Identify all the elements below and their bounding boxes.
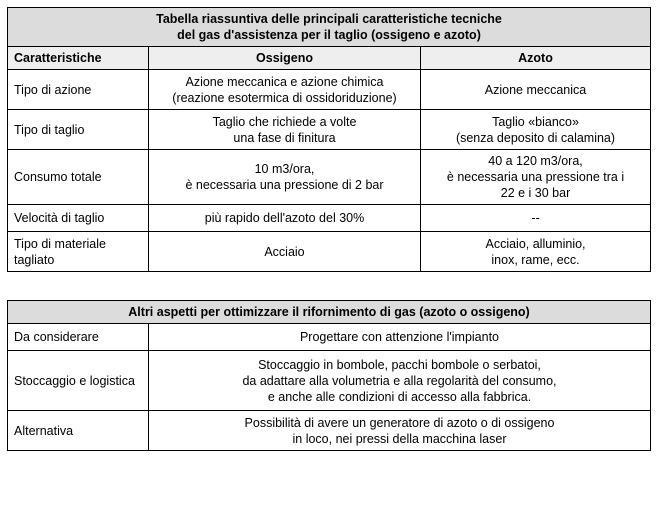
table2-row-1-value-line-3: e anche alle condizioni di accesso alla fabbrica. bbox=[267, 389, 532, 404]
table-row bbox=[8, 324, 651, 351]
table1-row-1-azoto-line-1: Taglio «bianco» bbox=[492, 114, 579, 129]
table1-row-4-label: Tipo di materiale tagliato bbox=[8, 232, 149, 272]
table1-row-0-azoto-line-1: Azione meccanica bbox=[484, 82, 587, 97]
gas-characteristics-table bbox=[7, 7, 651, 272]
table-row bbox=[8, 232, 651, 272]
table-row bbox=[8, 70, 651, 110]
table1-row-4-ossigeno: Acciaio bbox=[149, 232, 421, 272]
table1-row-2-azoto bbox=[421, 150, 651, 205]
table1-title-row bbox=[8, 8, 651, 47]
table-row bbox=[8, 205, 651, 232]
table1-row-1-azoto-line-2: (senza deposito di calamina) bbox=[455, 130, 616, 145]
table1-row-1-ossigeno-line-1: Taglio che richiede a volte bbox=[212, 114, 357, 129]
table2-title: Altri aspetti per ottimizzare il rifornimento di gas (azoto o ossigeno) bbox=[8, 301, 651, 324]
table1-row-4-azoto-line-1: Acciaio, alluminio, bbox=[485, 236, 586, 251]
table1-row-2-ossigeno-line-2: è necessaria una pressione di 2 bar bbox=[185, 178, 384, 192]
table1-title-line-1: Tabella riassuntiva delle principali caratteristiche tecniche bbox=[156, 12, 502, 26]
table1-row-1-ossigeno-line-2: una fase di finitura bbox=[233, 130, 336, 145]
table1-header-row bbox=[8, 47, 651, 70]
table1-row-2-azoto-line-3: 22 e i 30 bar bbox=[500, 186, 571, 200]
table1-row-3-azoto: -- bbox=[421, 205, 651, 232]
table1-header-caratteristiche: Caratteristiche bbox=[8, 47, 149, 70]
table1-row-0-ossigeno-line-2: (reazione esotermica di ossidoriduzione) bbox=[172, 90, 397, 105]
table1-row-2-ossigeno bbox=[149, 150, 421, 205]
table2-row-2-value bbox=[149, 411, 651, 451]
table1-row-0-ossigeno bbox=[149, 70, 421, 110]
table2-row-2-value-line-2: in loco, nei pressi della macchina laser bbox=[292, 431, 507, 446]
table-row bbox=[8, 150, 651, 205]
table-row bbox=[8, 351, 651, 411]
table1-row-3-label: Velocità di taglio bbox=[8, 205, 149, 232]
table-separator-gap bbox=[7, 272, 650, 300]
table1-row-1-azoto bbox=[421, 110, 651, 150]
table1-row-0-ossigeno-line-1: Azione meccanica e azione chimica bbox=[185, 74, 384, 89]
table-row bbox=[8, 110, 651, 150]
table1-header-ossigeno: Ossigeno bbox=[149, 47, 421, 70]
table1-row-2-azoto-line-2: è necessaria una pressione tra i bbox=[446, 170, 625, 184]
table1-header-azoto: Azoto bbox=[421, 47, 651, 70]
table1-row-2-ossigeno-line-1: 10 m3/ora, bbox=[254, 162, 315, 176]
table2-row-1-value-line-2: da adattare alla volumetria e alla regolarità del consumo, bbox=[242, 373, 557, 388]
table2-row-1-label: Stoccaggio e logistica bbox=[8, 351, 149, 411]
table1-row-2-label: Consumo totale bbox=[8, 150, 149, 205]
table1-row-0-azoto bbox=[421, 70, 651, 110]
gas-supply-aspects-table bbox=[7, 300, 651, 451]
table1-row-4-azoto-line-2: inox, rame, ecc. bbox=[491, 252, 580, 267]
table1-row-4-azoto bbox=[421, 232, 651, 272]
table1-row-1-ossigeno bbox=[149, 110, 421, 150]
table1-row-2-azoto-line-1: 40 a 120 m3/ora, bbox=[488, 154, 583, 168]
table1-row-3-ossigeno: più rapido dell'azoto del 30% bbox=[149, 205, 421, 232]
table1-title bbox=[8, 8, 651, 47]
table1-row-1-label: Tipo di taglio bbox=[8, 110, 149, 150]
table2-row-1-value bbox=[149, 351, 651, 411]
table2-row-1-value-line-1: Stoccaggio in bombole, pacchi bombole o serbatoi, bbox=[258, 357, 541, 372]
table-row bbox=[8, 411, 651, 451]
table2-title-row bbox=[8, 301, 651, 324]
table2-row-0-label: Da considerare bbox=[8, 324, 149, 351]
table2-row-0-value: Progettare con attenzione l'impianto bbox=[149, 324, 651, 351]
table1-title-line-2: del gas d'assistenza per il taglio (ossigeno e azoto) bbox=[177, 28, 481, 42]
table1-row-0-label: Tipo di azione bbox=[8, 70, 149, 110]
table2-row-2-label: Alternativa bbox=[8, 411, 149, 451]
table2-row-2-value-line-1: Possibilità di avere un generatore di azoto o di ossigeno bbox=[244, 415, 555, 430]
